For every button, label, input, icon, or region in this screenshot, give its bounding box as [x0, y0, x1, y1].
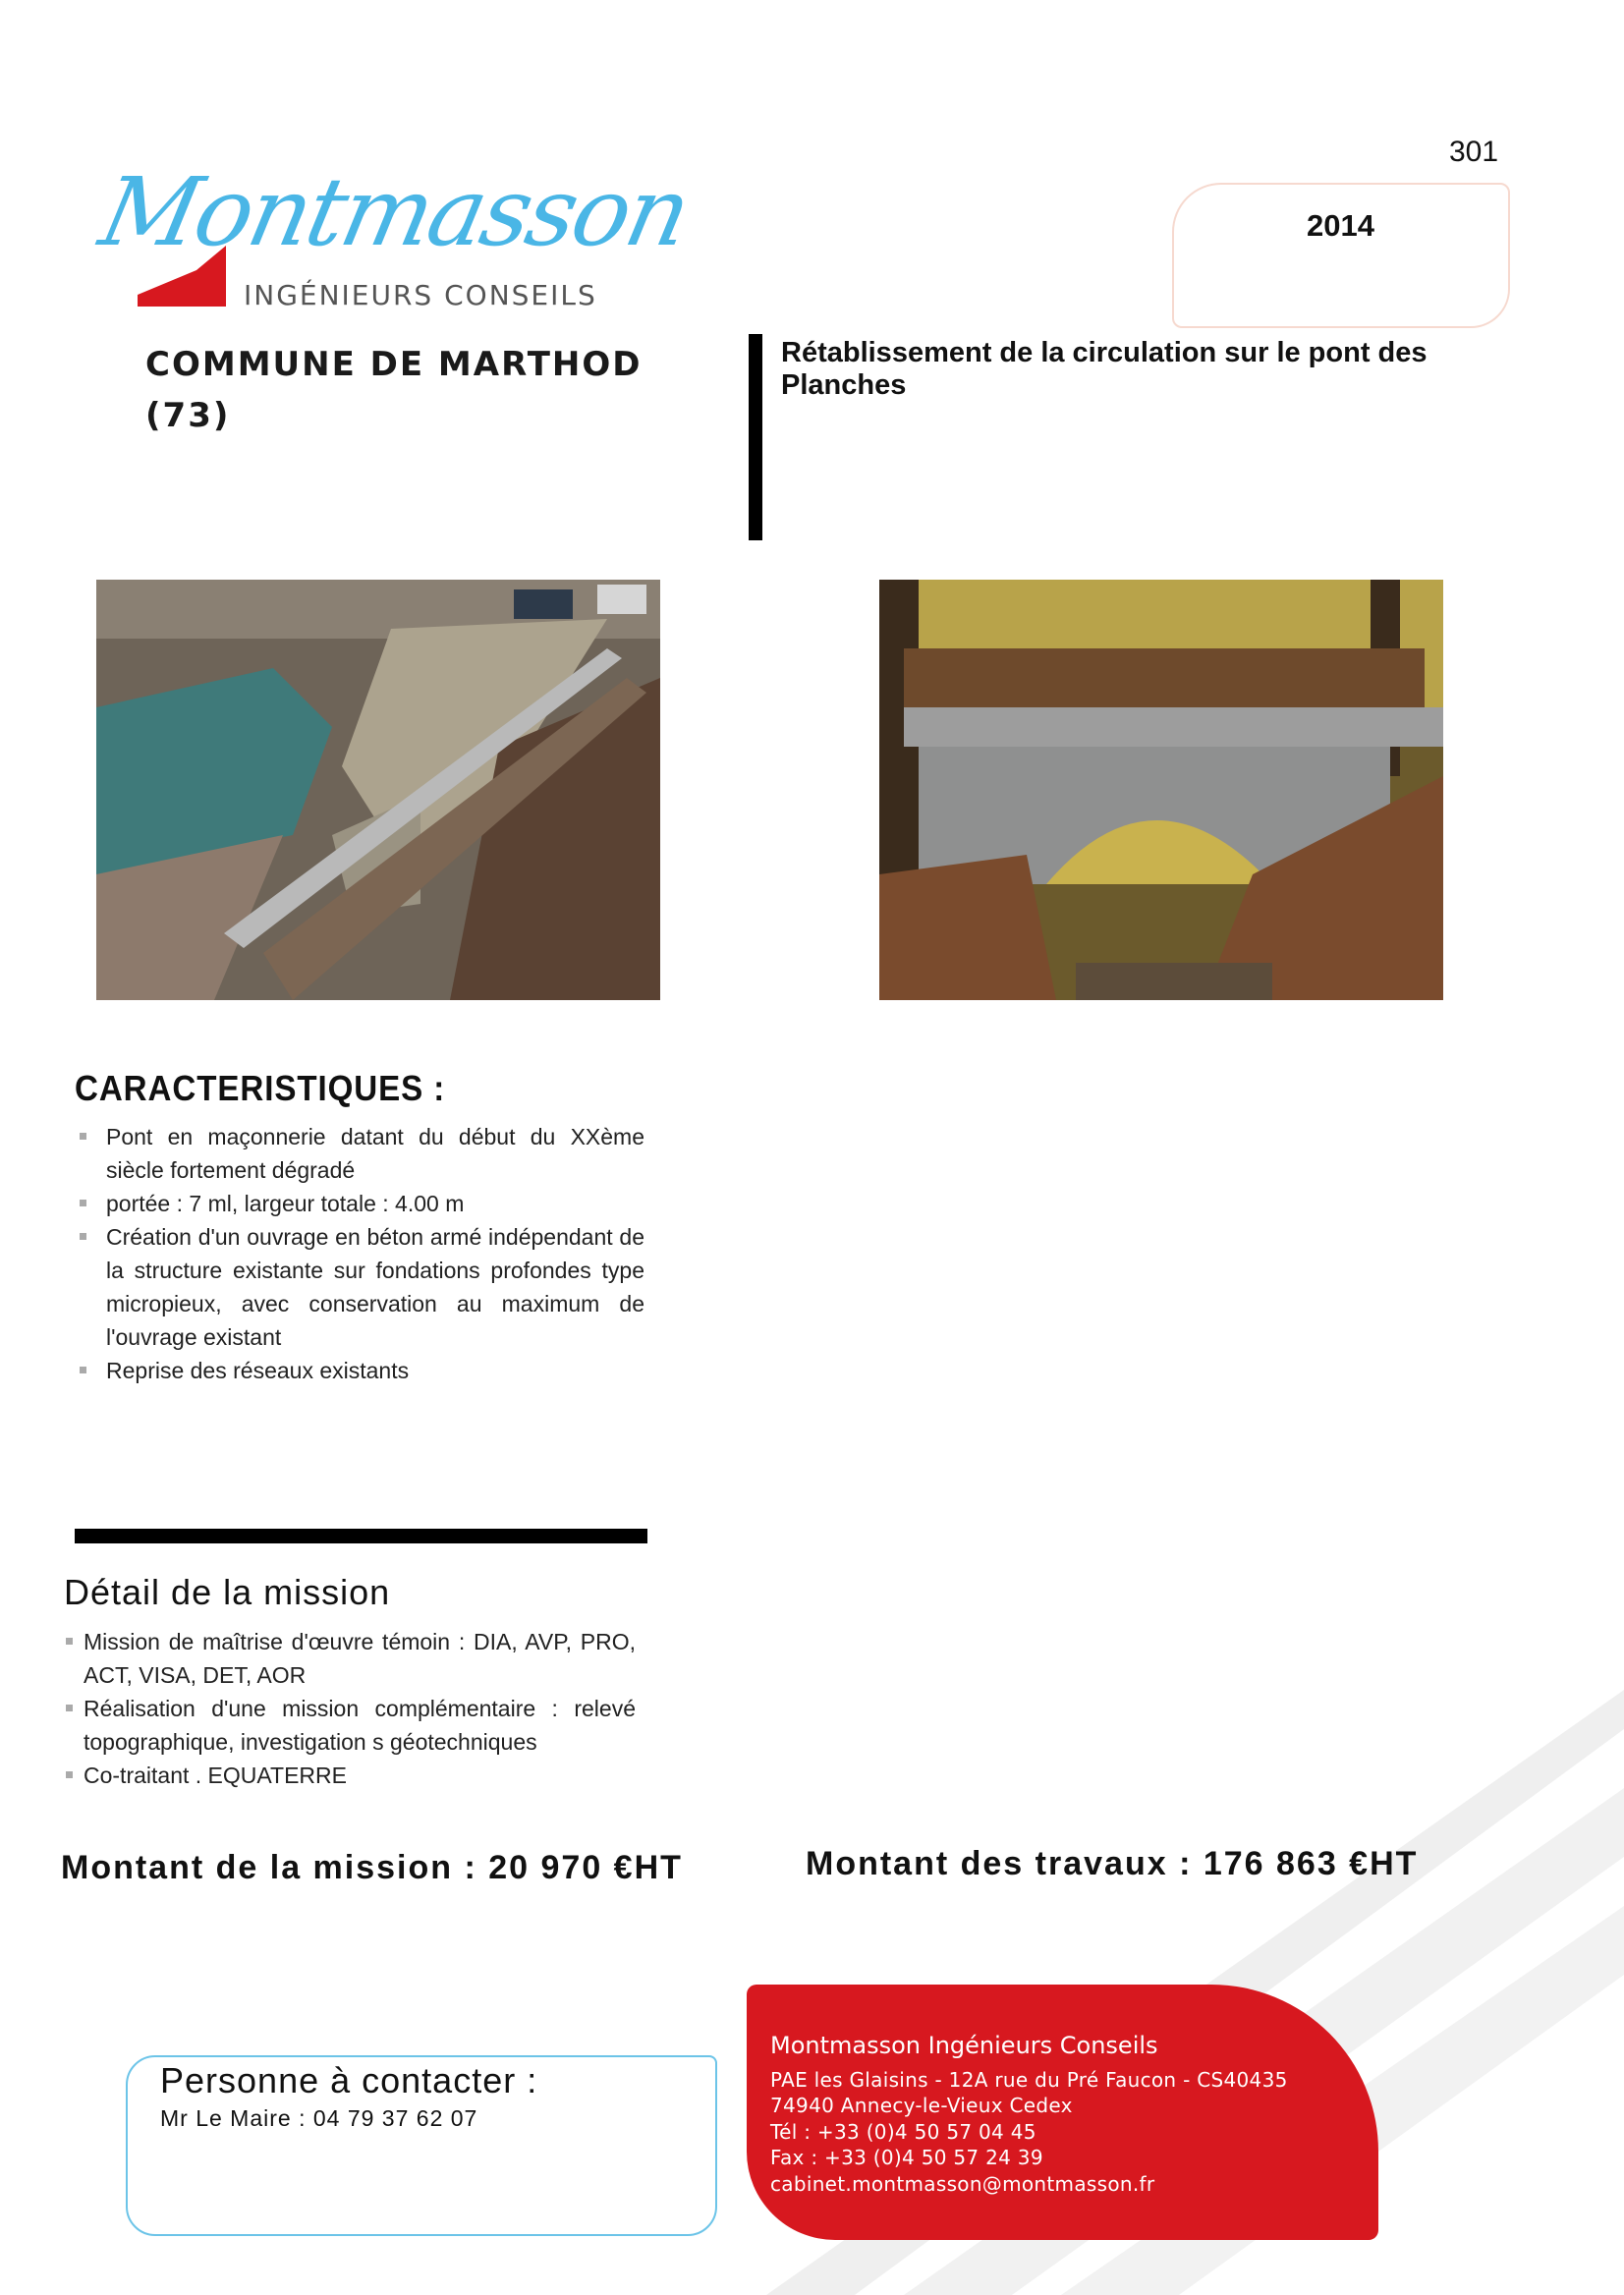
title-bar — [749, 334, 762, 540]
list-item — [77, 1220, 644, 1354]
caracteristiques-title: CARACTERISTIQUES : — [75, 1068, 446, 1108]
bullet-icon — [66, 1771, 73, 1778]
bullet-icon — [80, 1367, 86, 1373]
company-email-link[interactable]: cabinet.montmasson@montmasson.fr — [770, 2172, 1155, 2196]
mission-title: Détail de la mission — [64, 1572, 391, 1612]
logo-tagline: INGÉNIEURS CONSEILS — [244, 279, 597, 311]
bullet-icon — [66, 1638, 73, 1645]
list-item-text: portée : 7 ml, largeur totale : 4.00 m — [106, 1191, 465, 1216]
bullet-icon — [80, 1200, 86, 1206]
list-item — [64, 1759, 636, 1792]
list-item — [64, 1692, 636, 1759]
finished-bridge-photo — [879, 580, 1443, 1000]
mission-list — [64, 1625, 636, 1792]
bullet-icon — [66, 1705, 73, 1711]
logo-script: Montmasson — [91, 157, 698, 267]
company-name: Montmasson Ingénieurs Conseils — [770, 2032, 1158, 2059]
list-item — [64, 1625, 636, 1692]
bullet-icon — [80, 1233, 86, 1240]
list-item — [77, 1187, 644, 1220]
year: 2014 — [1307, 208, 1374, 243]
project-title: Rétablissement de la circulation sur le pont des Planches — [781, 337, 1428, 401]
year-box — [1172, 183, 1510, 328]
section-divider — [75, 1529, 647, 1543]
works-amount: Montant des travaux : 176 863 €HT — [806, 1845, 1419, 1882]
caracteristiques-list — [77, 1120, 644, 1387]
client-line-2: (73) — [145, 396, 231, 435]
company-fax: Fax : +33 (0)4 50 57 24 39 — [770, 2146, 1043, 2169]
bridge-works-photo — [96, 580, 660, 1000]
list-item-text: Pont en maçonnerie datant du début du XXème siècle fortement dégradé — [106, 1124, 644, 1183]
list-item-text: Création d'un ouvrage en béton armé indépendant de la structure existante sur fondations profondes type micropieux, avec conservation au maximum de l'ouvrage existant — [106, 1224, 644, 1350]
client-name — [145, 339, 696, 441]
company-address-line: 74940 Annecy-le-Vieux Cedex — [770, 2094, 1073, 2117]
list-item-text: Reprise des réseaux existants — [106, 1358, 410, 1383]
contact-phone: Mr Le Maire : 04 79 37 62 07 — [160, 2105, 478, 2131]
bullet-icon — [80, 1133, 86, 1140]
list-item — [77, 1354, 644, 1387]
client-line-1: COMMUNE DE MARTHOD — [145, 345, 643, 384]
list-item-text: Réalisation d'une mission complémentaire : relevé topographique, investigation s géotechniques — [84, 1696, 636, 1755]
list-item — [77, 1120, 644, 1187]
contact-title: Personne à contacter : — [160, 2060, 538, 2100]
mission-amount: Montant de la mission : 20 970 €HT — [61, 1849, 683, 1886]
list-item-text: Co-traitant . EQUATERRE — [84, 1763, 347, 1788]
list-item-text: Mission de maîtrise d'œuvre témoin : DIA, AVP, PRO, ACT, VISA, DET, AOR — [84, 1629, 636, 1688]
page-number: 301 — [1449, 136, 1499, 168]
company-phone: Tél : +33 (0)4 50 57 04 45 — [770, 2120, 1036, 2144]
company-address-line: PAE les Glaisins - 12A rue du Pré Faucon - CS40435 — [770, 2068, 1288, 2092]
